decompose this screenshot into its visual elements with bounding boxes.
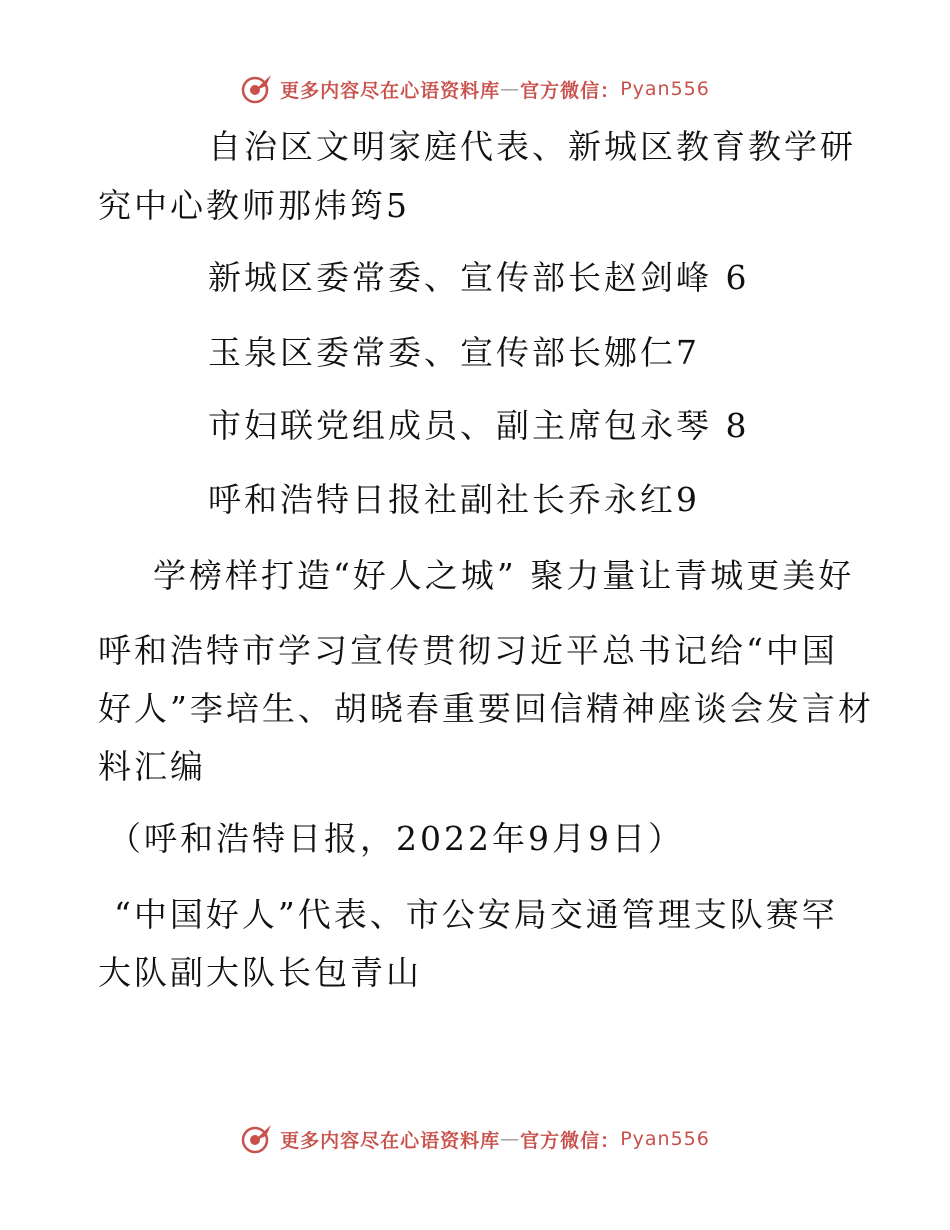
toc-item: 玉泉区委常委、宣传部长娜仁7 — [208, 333, 700, 372]
toc-item: 新城区委常委、宣传部长赵剑峰 6 — [208, 258, 750, 297]
quill-logo-icon — [240, 72, 274, 106]
toc-item: 自治区文明家庭代表、新城区教育教学研 — [208, 127, 856, 166]
speaker-line: “中国好人”代表、市公安局交通管理支队赛罕 — [114, 895, 838, 934]
watermark-wechat-label: 官方微信： — [520, 1129, 621, 1152]
subtitle-line: 好人”李培生、胡晓春重要回信精神座谈会发言材 — [98, 689, 874, 728]
watermark-text: 更多内容尽在心语资料库 — [280, 1129, 501, 1152]
section-heading: 学榜样打造“好人之城” 聚力量让青城更美好 — [153, 556, 855, 595]
watermark-wechat-id: Pyan556 — [620, 1128, 710, 1150]
toc-item: 究中心教师那炜筠5 — [98, 186, 410, 225]
quill-logo-icon — [240, 1122, 274, 1156]
toc-item: 市妇联党组成员、副主席包永琴 8 — [208, 406, 750, 445]
speaker-line: 大队副大队长包青山 — [98, 953, 422, 992]
subtitle-line: 呼和浩特市学习宣传贯彻习近平总书记给“中国 — [98, 631, 838, 670]
watermark-wechat-label: 官方微信： — [520, 79, 621, 102]
toc-item: 呼和浩特日报社副社长乔永红9 — [208, 480, 700, 519]
watermark-header — [0, 72, 950, 106]
source-citation: （呼和浩特日报，2022年9月9日） — [108, 819, 684, 858]
watermark-separator: — — [500, 1128, 521, 1150]
watermark-wechat-id: Pyan556 — [620, 78, 710, 100]
watermark-separator: — — [500, 78, 521, 100]
watermark-footer — [0, 1122, 950, 1156]
watermark-text: 更多内容尽在心语资料库 — [280, 79, 501, 102]
subtitle-line: 料汇编 — [98, 747, 206, 786]
